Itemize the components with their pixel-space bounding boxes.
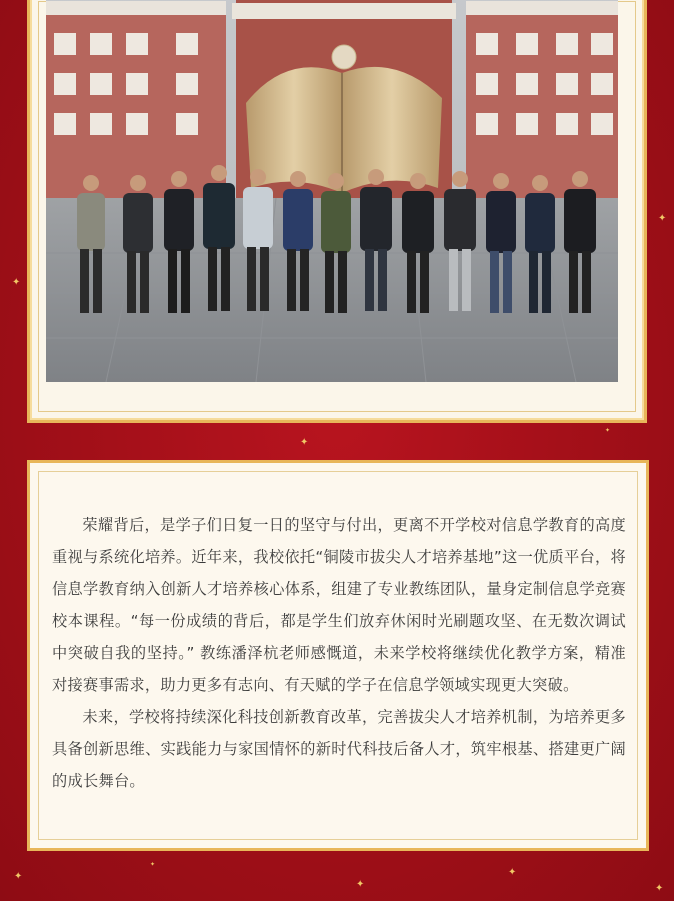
sparkle-icon: ✦ <box>14 871 23 882</box>
article-paragraph: 荣耀背后，是学子们日复一日的坚守与付出，更离不开学校对信息学教育的高度重视与系统化培养。近年来，我校依托“铜陵市拔尖人才培养基地”这一优质平台，将信息学教育纳入创新人才培养核心体系，组建了专业教练团队，量身定制信息学竞赛校本课程。“每一份成绩的背后，都是学生们放弃休闲时光刷题攻坚、在无数次调试中突破自我的坚持。” 教练潘泽杭老师感慨道，未来学校将继续优化教学方案，精准对接赛事需求，助力更多有志向、有天赋的学子在信息学领域实现更大突破。 <box>52 516 626 694</box>
sparkle-icon: ✦ <box>356 879 365 890</box>
group-photo[interactable] <box>46 0 618 382</box>
sparkle-icon: ✦ <box>508 867 517 878</box>
photo-card <box>27 0 647 423</box>
sparkle-icon: ✦ <box>12 277 21 288</box>
sparkle-icon: ✦ <box>300 437 309 448</box>
sparkle-icon: ✦ <box>605 427 611 434</box>
sparkle-icon: ✦ <box>658 213 667 224</box>
sparkle-icon: ✦ <box>150 861 156 868</box>
sparkle-icon: ✦ <box>655 883 664 894</box>
article-card <box>27 460 649 851</box>
group-photo-illustration <box>46 0 618 382</box>
article-body <box>52 509 626 797</box>
article-paragraph: 未来，学校将持续深化科技创新教育改革，完善拔尖人才培养机制，为培养更多具备创新思维、实践能力与家国情怀的新时代科技后备人才，筑牢根基、搭建更广阔的成长舞台。 <box>52 708 626 790</box>
